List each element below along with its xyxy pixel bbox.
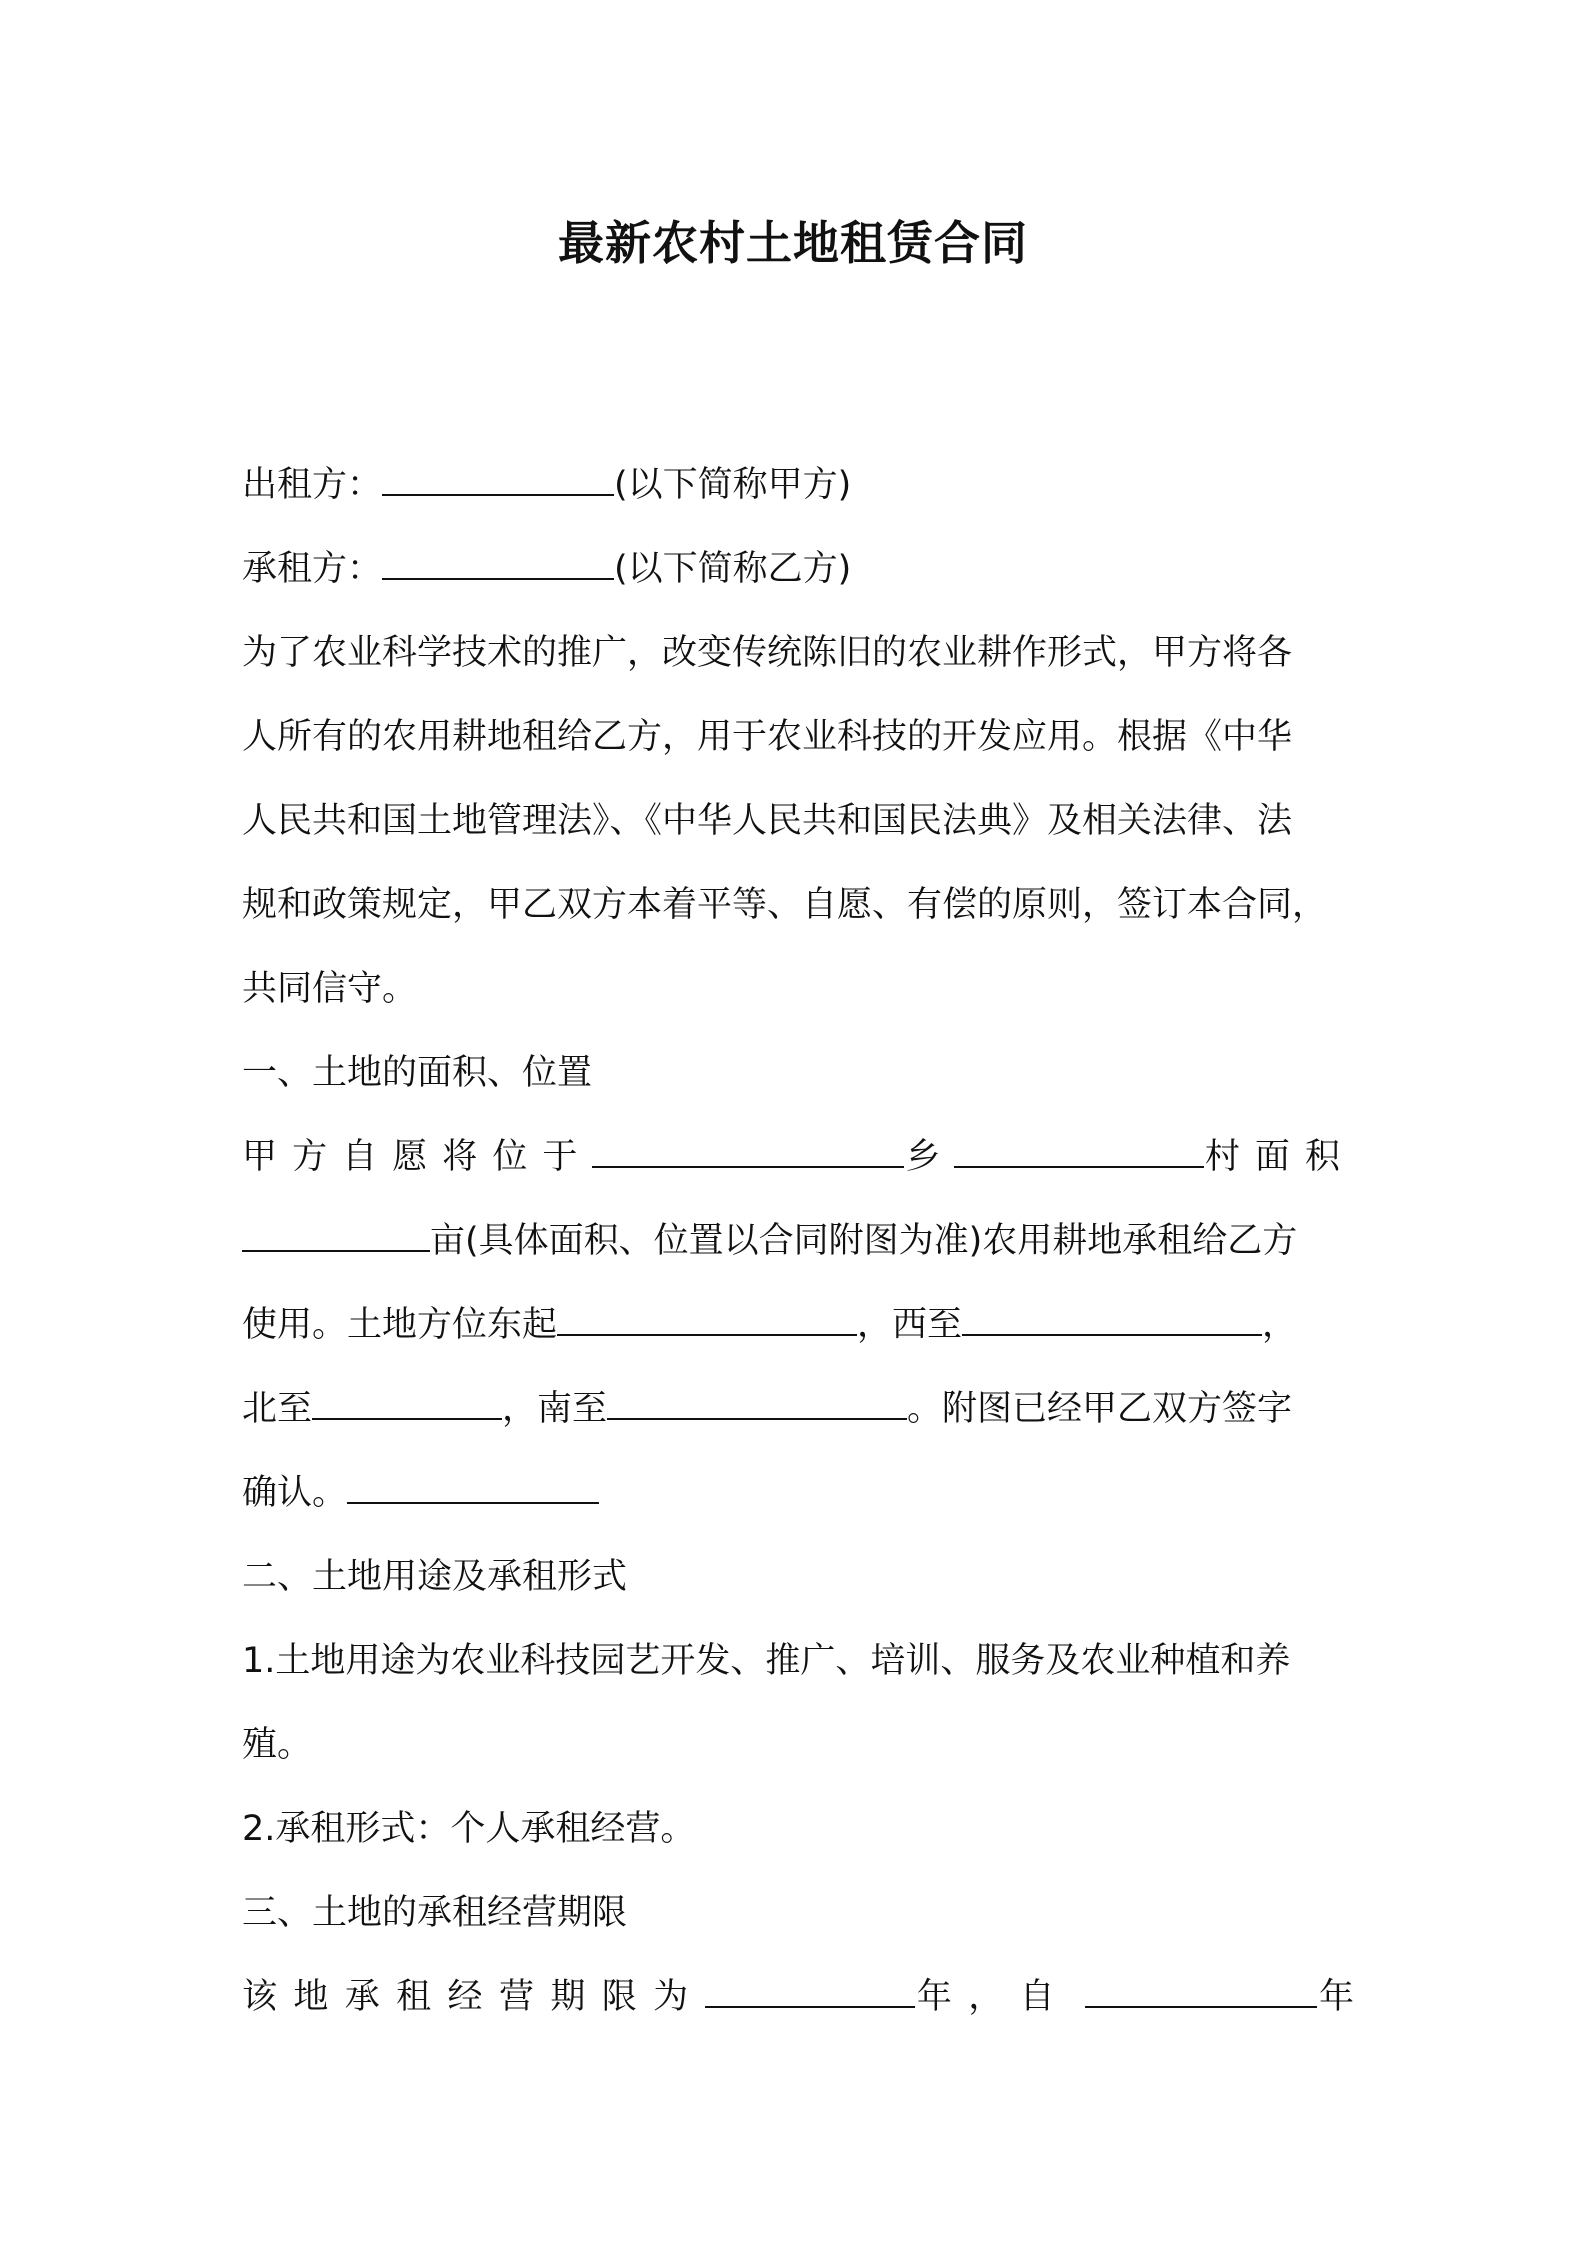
location-line-2 — [242, 1199, 1354, 1283]
lessor-label: 出租方： — [242, 465, 383, 505]
usage-line: 1.土地用途为农业科技园艺开发、推广、培训、服务及农业种植和养 — [242, 1641, 1291, 1681]
lessee-suffix: (以下简称乙方) — [614, 549, 852, 589]
location-text: ，南至 — [502, 1389, 608, 1429]
location-text: 北至 — [242, 1389, 313, 1429]
usage-line: 殖。 — [242, 1725, 313, 1765]
location-text: ，西至 — [857, 1305, 963, 1345]
start-year-blank[interactable] — [1085, 1976, 1317, 2008]
term-text: 年，自 — [914, 1977, 1072, 2017]
area-blank[interactable] — [242, 1220, 430, 1252]
intro-line: 为了农业科学技术的推广，改变传统陈旧的农业耕作形式，甲方将各 — [242, 633, 1293, 673]
location-line-5 — [242, 1451, 1354, 1535]
township-blank[interactable] — [592, 1136, 904, 1168]
lease-form-line: 2.承租形式：个人承租经营。 — [242, 1809, 696, 1849]
intro-line: 规和政策规定，甲乙双方本着平等、自愿、有偿的原则，签订本合同， — [242, 885, 1328, 925]
location-text: 使用。土地方位东起 — [242, 1305, 558, 1345]
lessor-blank[interactable] — [382, 464, 614, 496]
section-heading: 二、土地用途及承租形式 — [242, 1557, 628, 1597]
term-text: 年 — [1316, 1977, 1354, 2017]
term-text: 该地承租经营期限为 — [242, 1977, 705, 2017]
location-text: 。附图已经甲乙双方签字 — [907, 1389, 1293, 1429]
document-body — [242, 443, 1354, 2039]
lessor-suffix: (以下简称甲方) — [614, 465, 852, 505]
intro-line: 人民共和国土地管理法》、《中华人民共和国民法典》及相关法律、法 — [242, 801, 1293, 841]
intro-line: 人所有的农用耕地租给乙方，用于农业科技的开发应用。根据《中华 — [242, 717, 1293, 757]
south-blank[interactable] — [607, 1388, 907, 1420]
location-text: 亩(具体面积、位置以合同附图为准)农用耕地承租给乙方 — [430, 1221, 1298, 1261]
section-heading: 三、土地的承租经营期限 — [242, 1893, 628, 1933]
intro-line: 共同信守。 — [242, 969, 418, 1009]
term-years-blank[interactable] — [705, 1976, 915, 2008]
location-line-4 — [242, 1367, 1354, 1451]
location-line-1 — [242, 1115, 1354, 1199]
confirm-blank[interactable] — [347, 1472, 599, 1504]
lessor-line — [242, 443, 1354, 527]
document-title: 最新农村土地租赁合同 — [558, 216, 1028, 270]
location-text: 乡 — [904, 1137, 942, 1177]
west-blank[interactable] — [962, 1304, 1262, 1336]
location-text: 甲方自愿将位于 — [242, 1137, 593, 1177]
term-line — [242, 1955, 1354, 2039]
location-text: 村面积 — [1203, 1137, 1354, 1177]
section-heading: 一、土地的面积、位置 — [242, 1053, 593, 1093]
location-text: ， — [1262, 1305, 1298, 1345]
village-blank[interactable] — [954, 1136, 1204, 1168]
lessee-line — [242, 527, 1354, 611]
east-blank[interactable] — [557, 1304, 857, 1336]
north-blank[interactable] — [312, 1388, 502, 1420]
location-text: 确认。 — [242, 1473, 348, 1513]
location-line-3 — [242, 1283, 1354, 1367]
lessee-blank[interactable] — [382, 548, 614, 580]
lessee-label: 承租方： — [242, 549, 383, 589]
